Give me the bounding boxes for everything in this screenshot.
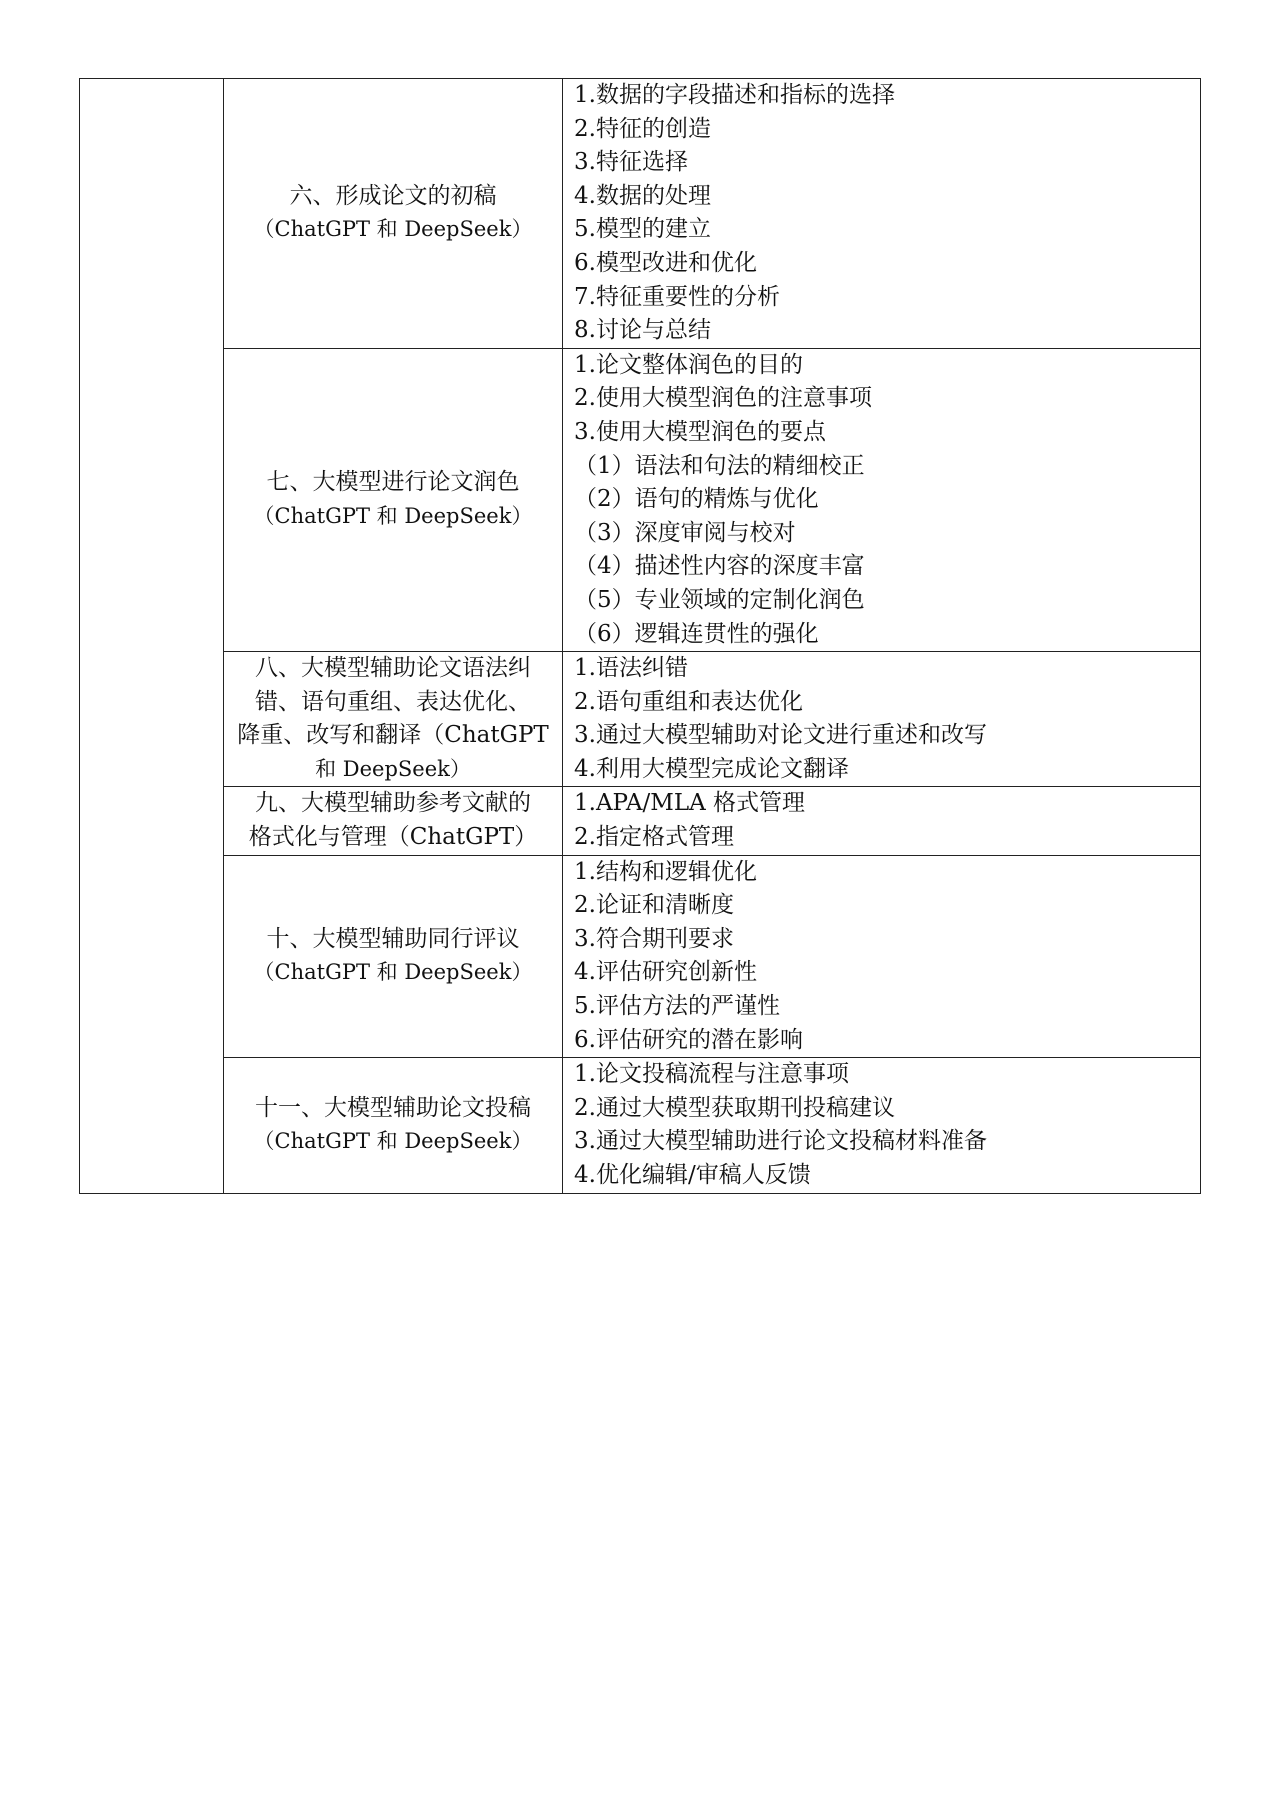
table-body bbox=[80, 79, 1201, 1194]
section-title-line: 七、大模型进行论文润色 bbox=[266, 469, 520, 496]
list-item: （6）逻辑连贯性的强化 bbox=[574, 620, 819, 647]
section-title-line: 八、大模型辅助论文语法纠 bbox=[255, 655, 531, 682]
section-title-line: 格式化与管理（ChatGPT） bbox=[248, 824, 538, 851]
list-item: 1.语法纠错 bbox=[574, 655, 688, 682]
section-title-line: 错、语句重组、表达优化、 bbox=[255, 688, 531, 715]
list-item: 1.数据的字段描述和指标的选择 bbox=[574, 82, 895, 108]
list-item: 8.讨论与总结 bbox=[574, 317, 711, 344]
list-item: 2.使用大模型润色的注意事项 bbox=[574, 385, 872, 412]
section-title-cell bbox=[224, 652, 563, 787]
list-item: 3.特征选择 bbox=[574, 149, 688, 176]
table-row bbox=[80, 787, 1201, 855]
blank-left-cell bbox=[80, 79, 224, 1194]
list-item: 3.通过大模型辅助进行论文投稿材料准备 bbox=[574, 1128, 987, 1155]
list-item: 4.评估研究创新性 bbox=[574, 959, 757, 986]
syllabus-table bbox=[79, 78, 1201, 1194]
list-item: 4.优化编辑/审稿人反馈 bbox=[574, 1162, 811, 1188]
table-row bbox=[80, 1058, 1201, 1193]
section-title-line: （ChatGPT 和 DeepSeek） bbox=[253, 217, 533, 242]
list-item: 1.论文投稿流程与注意事项 bbox=[574, 1061, 849, 1088]
list-item: 2.通过大模型获取期刊投稿建议 bbox=[574, 1094, 895, 1121]
section-title-line: （ChatGPT 和 DeepSeek） bbox=[253, 1129, 533, 1154]
section-title-line: （ChatGPT 和 DeepSeek） bbox=[253, 503, 533, 528]
section-items-cell bbox=[563, 79, 1201, 349]
section-items-cell bbox=[563, 787, 1201, 855]
list-item: 4.利用大模型完成论文翻译 bbox=[574, 755, 849, 782]
section-title-line: 十、大模型辅助同行评议 bbox=[266, 925, 520, 952]
table-row bbox=[80, 652, 1201, 787]
list-item: 1.APA/MLA 格式管理 bbox=[574, 790, 806, 817]
section-title-cell bbox=[224, 855, 563, 1058]
section-title-line: 九、大模型辅助参考文献的 bbox=[255, 790, 531, 817]
table-row bbox=[80, 855, 1201, 1058]
table-row bbox=[80, 348, 1201, 651]
section-title-cell bbox=[224, 787, 563, 855]
list-item: 6.模型改进和优化 bbox=[574, 249, 757, 276]
list-item: 7.特征重要性的分析 bbox=[574, 283, 780, 310]
list-item: 1.论文整体润色的目的 bbox=[574, 351, 803, 378]
list-item: （4）描述性内容的深度丰富 bbox=[574, 553, 865, 580]
list-item: 2.特征的创造 bbox=[574, 115, 711, 142]
section-title-cell bbox=[224, 348, 563, 651]
list-item: 3.使用大模型润色的要点 bbox=[574, 418, 826, 445]
section-items-cell bbox=[563, 1058, 1201, 1193]
list-item: （2）语句的精炼与优化 bbox=[574, 486, 819, 513]
list-item: 2.语句重组和表达优化 bbox=[574, 688, 803, 715]
section-title-line: 降重、改写和翻译（ChatGPT bbox=[237, 722, 549, 749]
list-item: 5.评估方法的严谨性 bbox=[574, 993, 780, 1020]
section-title-line: 十一、大模型辅助论文投稿 bbox=[255, 1094, 531, 1121]
list-item: 6.评估研究的潜在影响 bbox=[574, 1026, 803, 1053]
section-items-cell bbox=[563, 348, 1201, 651]
section-title-line: 和 DeepSeek） bbox=[315, 756, 471, 781]
list-item: （1）语法和句法的精细校正 bbox=[574, 452, 865, 479]
list-item: 5.模型的建立 bbox=[574, 216, 711, 243]
list-item: 3.符合期刊要求 bbox=[574, 925, 734, 952]
section-title-line: （ChatGPT 和 DeepSeek） bbox=[253, 960, 533, 985]
section-title-cell bbox=[224, 1058, 563, 1193]
list-item: （5）专业领域的定制化润色 bbox=[574, 586, 865, 613]
list-item: 1.结构和逻辑优化 bbox=[574, 858, 757, 885]
list-item: 2.论证和清晰度 bbox=[574, 892, 734, 919]
list-item: （3）深度审阅与校对 bbox=[574, 519, 796, 546]
list-item: 3.通过大模型辅助对论文进行重述和改写 bbox=[574, 722, 987, 749]
list-item: 2.指定格式管理 bbox=[574, 824, 734, 851]
section-title-line: 六、形成论文的初稿 bbox=[289, 182, 497, 209]
section-items-cell bbox=[563, 652, 1201, 787]
section-items-cell bbox=[563, 855, 1201, 1058]
table-row bbox=[80, 79, 1201, 349]
list-item: 4.数据的处理 bbox=[574, 182, 711, 209]
section-title-cell bbox=[224, 79, 563, 349]
